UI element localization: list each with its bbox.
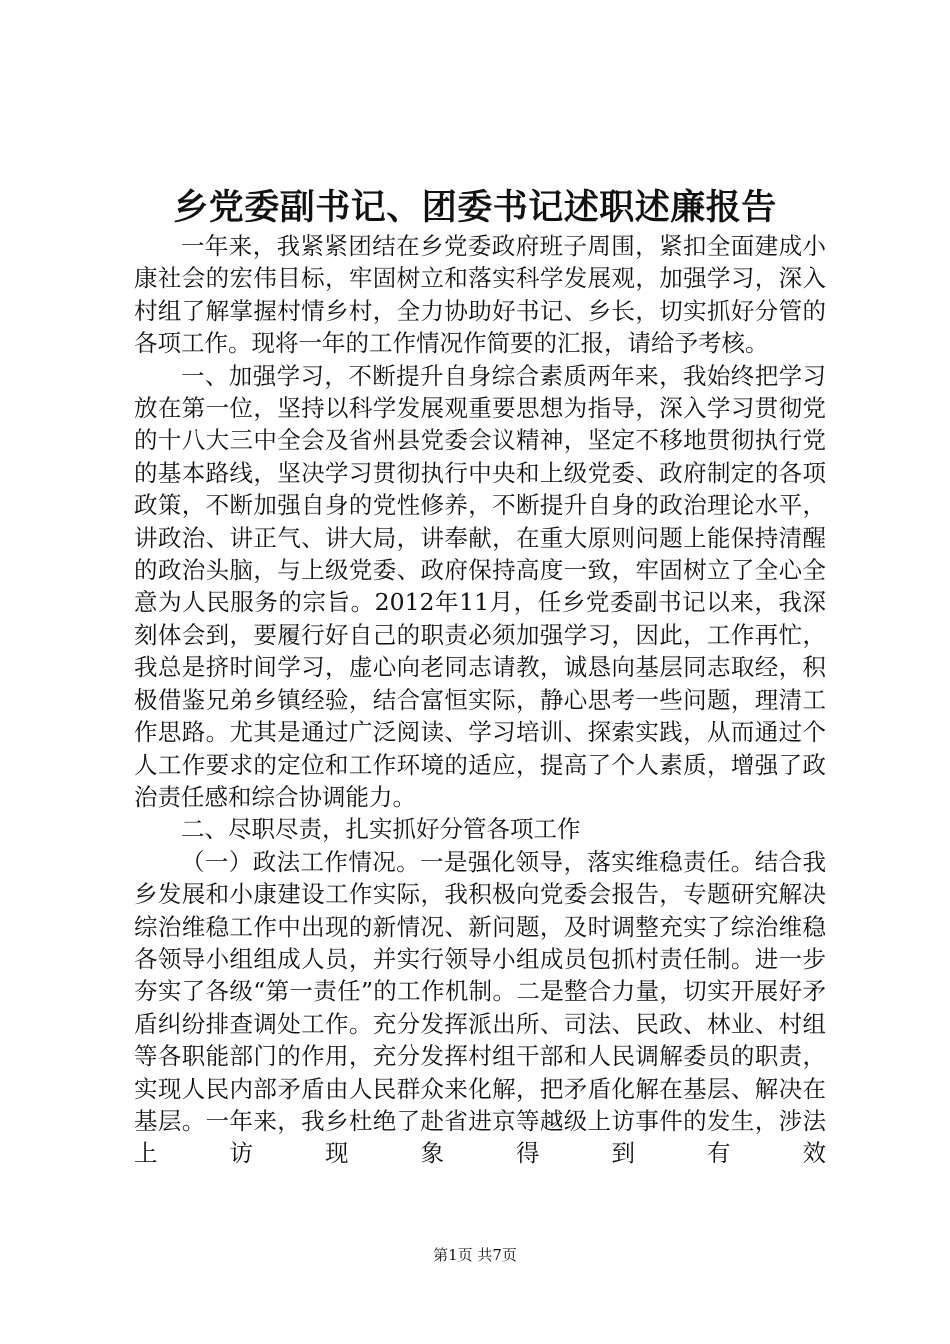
paragraph-section-1: 一、加强学习，不断提升自身综合素质两年来，我始终把学习放在第一位，坚持以科学发展观重要思想为指导，深入学习贯彻党的十八大三中全会及省州县党委会议精神，坚定不移地贯彻执行党的基本路线，坚决学习贯彻执行中央和上级党委、政府制定的各项政策，不断加强自身的党性修养，不断提升自身的政治理论水平，讲政治、讲正气、讲大局，讲奉献，在重大原则问题上能保持清醒的政治头脑，与上级党委、政府保持高度一致，牢固树立了全心全意为人民服务的宗旨。2012年11月，任乡党委副书记以来，我深刻体会到，要履行好自己的职责必须加强学习，因此，工作再忙，我总是挤时间学习，虚心向老同志请教，诚恳向基层同志取经，积极借鉴兄弟乡镇经验，结合富恒实际，静心思考一些问题，理清工作思路。尤其是通过广泛阅读、学习培训、探索实践，从而通过个人工作要求的定位和工作环境的适应，提高了个人素质，增强了政治责任感和综合协调能力。 xyxy=(134,361,826,811)
page-number-footer: 第1页 共7页 xyxy=(433,1246,517,1264)
paragraph-section-2-heading: 二、尽职尽责，扎实抓好分管各项工作 xyxy=(181,815,581,844)
paragraph-intro: 一年来，我紧紧团结在乡党委政府班子周围，紧扣全面建成小康社会的宏伟目标，牢固树立和落实科学发展观，加强学习，深入村组了解掌握村情乡村，全力协助好书记、乡长，切实抓好分管的各项工作。现将一年的工作情况作简要的汇报，请给予考核。 xyxy=(134,232,826,358)
document-body xyxy=(134,230,826,1170)
paragraph-subsection-1: （一）政法工作情况。一是强化领导，落实维稳责任。结合我乡发展和小康建设工作实际，我积极向党委会报告，专题研究解决综治维稳工作中出现的新情况、新问题，及时调整充实了综治维稳各领导小组组成人员，并实行领导小组成员包抓村责任制。进一步夯实了各级“第一责任”的工作机制。二是整合力量，切实开展好矛盾纠纷排查调处工作。充分发挥派出所、司法、民政、林业、村组等各职能部门的作用，充分发挥村组干部和人民调解委员的职责，实现人民内部矛盾由人民群众来化解，把矛盾化解在基层、解决在基层。一年来，我乡杜绝了赴省进京等越级上访事件的发生，涉法上访现象得到有效 xyxy=(134,847,826,1168)
document-title: 乡党委副书记、团委书记述职述廉报告 xyxy=(173,187,777,228)
